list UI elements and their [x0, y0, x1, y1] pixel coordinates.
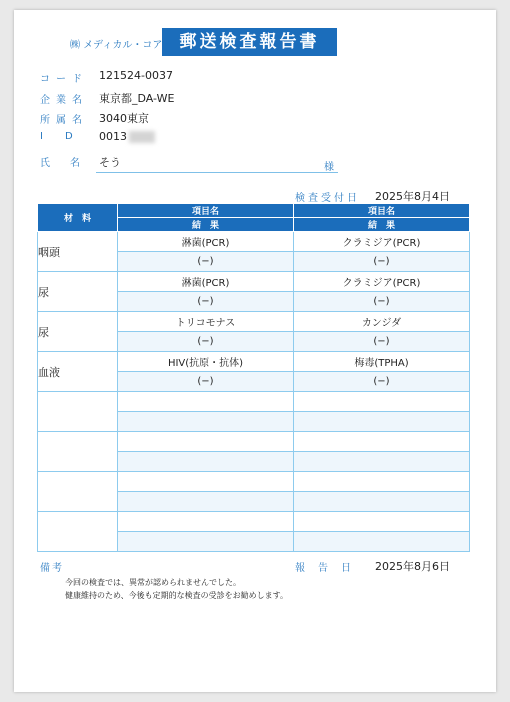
name-suffix: 様	[324, 162, 334, 173]
result-cell: (−)	[294, 252, 470, 272]
id-label: ID	[40, 131, 95, 142]
id-value-wrap	[99, 130, 155, 143]
table-row	[38, 312, 470, 332]
item-cell: クラミジア(PCR)	[294, 232, 470, 252]
report-date: 2025年8月6日	[375, 560, 450, 573]
comment-line-1: 今回の検査では、異常が認められませんでした。	[65, 578, 241, 587]
header-material: 材 料	[38, 204, 118, 232]
header-item-2: 項目名	[294, 204, 470, 218]
result-cell: (−)	[118, 332, 294, 352]
item-cell: HIV(抗原・抗体)	[118, 352, 294, 372]
results-table	[37, 203, 470, 552]
table-row	[38, 352, 470, 372]
name-label: 氏名	[40, 158, 100, 169]
company-logo: ㈱ メディカル・コア	[70, 40, 163, 51]
id-value: 0013	[99, 130, 127, 143]
header-result-2: 結 果	[294, 218, 470, 232]
report-date-label: 報告日	[295, 563, 364, 574]
item-cell: 梅毒(TPHA)	[294, 352, 470, 372]
item-cell: トリコモナス	[118, 312, 294, 332]
code-value: 121524-0037	[99, 69, 173, 82]
table-row	[38, 272, 470, 292]
result-cell: (−)	[118, 372, 294, 392]
header-item-1: 項目名	[118, 204, 294, 218]
received-label: 検査受付日	[295, 193, 360, 204]
company-value: 東京都_DA-WE	[99, 92, 175, 105]
result-cell: (−)	[294, 372, 470, 392]
result-cell: (−)	[294, 292, 470, 312]
name-value: そう	[99, 156, 121, 169]
empty-row	[38, 512, 470, 532]
code-label: コード	[40, 74, 88, 85]
dept-value: 3040東京	[99, 112, 149, 125]
table-row	[38, 232, 470, 252]
company-label: 企業名	[40, 95, 88, 106]
material-cell: 尿	[38, 312, 118, 352]
material-cell: 血液	[38, 352, 118, 392]
item-cell: カンジダ	[294, 312, 470, 332]
item-cell: クラミジア(PCR)	[294, 272, 470, 292]
received-date: 2025年8月4日	[375, 190, 450, 203]
header-result-1: 結 果	[118, 218, 294, 232]
redacted-blur	[129, 131, 155, 143]
result-cell: (−)	[118, 292, 294, 312]
name-underline	[96, 172, 338, 173]
notes-label: 備考	[40, 563, 64, 574]
dept-label: 所属名	[40, 115, 88, 126]
empty-row	[38, 432, 470, 452]
report-title: 郵送検査報告書	[162, 28, 337, 56]
item-cell: 淋菌(PCR)	[118, 232, 294, 252]
empty-row	[38, 472, 470, 492]
material-cell: 咽頭	[38, 232, 118, 272]
result-cell: (−)	[294, 332, 470, 352]
empty-row	[38, 392, 470, 412]
item-cell: 淋菌(PCR)	[118, 272, 294, 292]
material-cell: 尿	[38, 272, 118, 312]
result-cell: (−)	[118, 252, 294, 272]
comment-line-2: 健康維持のため、今後も定期的な検査の受診をお勧めします。	[65, 591, 289, 600]
